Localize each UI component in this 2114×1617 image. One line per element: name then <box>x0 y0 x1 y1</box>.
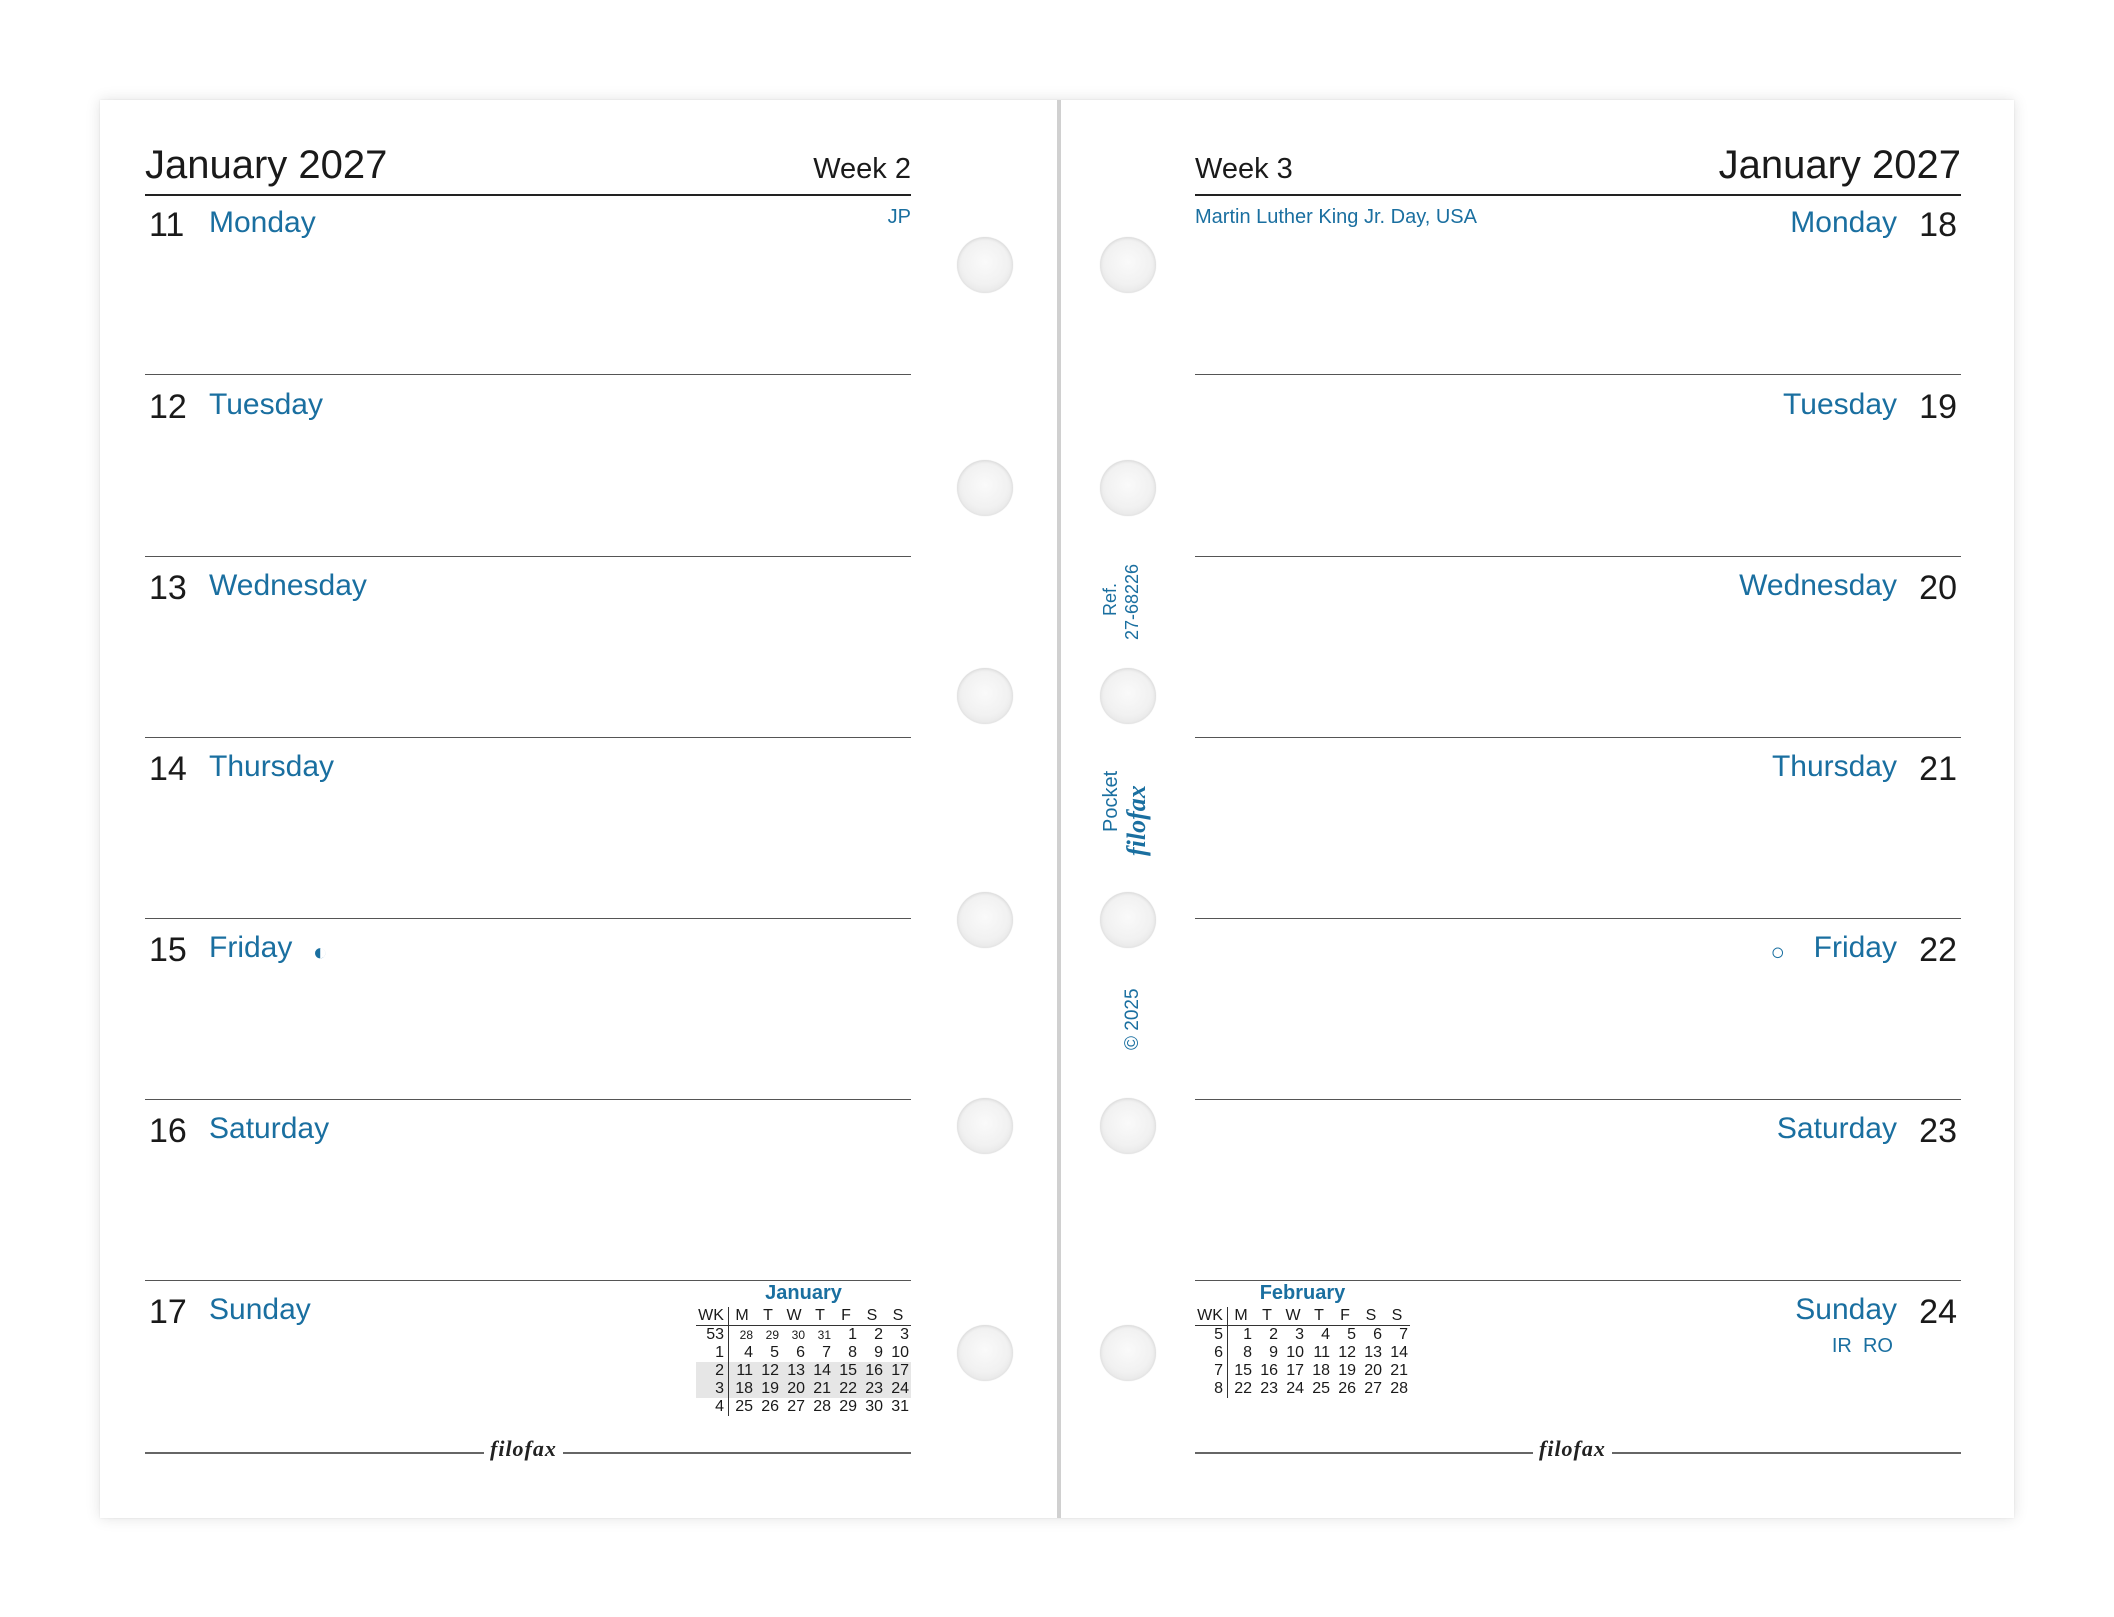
spine-size-label: Pocket <box>1100 770 1122 832</box>
mc-week-row <box>1195 1326 1410 1345</box>
day-row-tuesday[interactable] <box>1195 376 1961 557</box>
mc-header-cell: WK <box>1195 1307 1228 1326</box>
binder-hole-right-4 <box>1100 892 1156 948</box>
right-footer-brand-logo: filofax <box>1533 1436 1612 1462</box>
mc-day: 1 <box>848 1326 857 1343</box>
mc-week-row <box>1195 1380 1410 1398</box>
mc-header-cell: T <box>1306 1307 1332 1326</box>
mc-day: 10 <box>1286 1344 1304 1361</box>
mc-day: 2 <box>874 1326 883 1343</box>
day-number: 19 <box>1919 388 1957 426</box>
day-row-saturday[interactable] <box>1195 1100 1961 1281</box>
mc-day: 27 <box>787 1398 805 1415</box>
binder-hole-left-4 <box>957 892 1013 948</box>
left-page-header <box>145 100 911 196</box>
mc-day: 31 <box>817 1328 831 1342</box>
mc-day: 14 <box>1390 1344 1408 1361</box>
day-name: Sunday <box>1795 1293 1897 1326</box>
mc-day: 15 <box>833 1362 859 1380</box>
mc-day: 11 <box>1313 1344 1330 1361</box>
mc-day: 26 <box>1338 1380 1356 1397</box>
mc-header-cell: W <box>781 1307 807 1326</box>
mc-day: 28 <box>739 1328 753 1342</box>
day-row-wednesday[interactable] <box>1195 557 1961 738</box>
day-name: Wednesday <box>1739 569 1897 602</box>
mc-day: 14 <box>807 1362 833 1380</box>
mc-week-row-current <box>696 1362 911 1380</box>
mc-day: 6 <box>1373 1326 1382 1343</box>
mc-header-cell: M <box>729 1307 756 1326</box>
day-name: Friday <box>209 931 293 964</box>
mc-day: 31 <box>891 1398 909 1415</box>
day-number: 24 <box>1919 1293 1957 1331</box>
mc-day: 13 <box>781 1362 807 1380</box>
day-number: 17 <box>149 1293 187 1331</box>
mc-day: 24 <box>885 1380 911 1398</box>
mc-day: 26 <box>761 1398 779 1415</box>
binder-hole-right-2 <box>1100 460 1156 516</box>
day-row-friday[interactable] <box>1195 919 1961 1100</box>
mini-calendar-month: February <box>1259 1282 1346 1304</box>
mc-day: 15 <box>1234 1362 1252 1379</box>
spine-copyright: © 2025 <box>1122 988 1143 1050</box>
mc-day: 5 <box>770 1344 779 1361</box>
mc-day: 30 <box>791 1328 805 1342</box>
mc-day: 20 <box>781 1380 807 1398</box>
left-month-title: January 2027 <box>145 143 388 187</box>
mc-day: 17 <box>885 1362 911 1380</box>
mc-header-cell: W <box>1280 1307 1306 1326</box>
day-number: 18 <box>1919 206 1957 244</box>
mc-week-number: 8 <box>1195 1380 1228 1398</box>
mc-day: 6 <box>796 1344 805 1361</box>
mc-day: 21 <box>1390 1362 1408 1379</box>
mc-day: 29 <box>765 1328 779 1342</box>
binder-hole-left-3 <box>957 668 1013 724</box>
binder-hole-right-5 <box>1100 1098 1156 1154</box>
day-row-tuesday[interactable] <box>145 376 911 557</box>
mc-day: 17 <box>1286 1362 1304 1379</box>
day-row-wednesday[interactable] <box>145 557 911 738</box>
mini-calendar-grid <box>696 1307 911 1416</box>
day-number: 20 <box>1919 569 1957 607</box>
holiday-note: IR RO <box>1831 1335 1893 1357</box>
mc-week-number: 5 <box>1195 1326 1228 1345</box>
day-name: Tuesday <box>1783 388 1897 421</box>
day-name: Thursday <box>1771 750 1897 783</box>
mc-day: 29 <box>839 1398 857 1415</box>
day-row-saturday[interactable] <box>145 1100 911 1281</box>
right-page <box>1195 100 1961 1518</box>
mc-day: 23 <box>1260 1380 1278 1397</box>
mc-week-row <box>696 1344 911 1362</box>
day-name: Monday <box>209 206 316 239</box>
mc-header-cell: T <box>755 1307 781 1326</box>
day-name: Tuesday <box>209 388 323 421</box>
day-name: Saturday <box>1776 1112 1897 1145</box>
mini-calendar-january <box>696 1282 911 1416</box>
mc-day: 3 <box>900 1326 909 1343</box>
mc-day: 25 <box>735 1398 753 1415</box>
mini-calendar-month: January <box>765 1282 842 1304</box>
mc-day: 9 <box>1269 1344 1278 1361</box>
right-page-header <box>1195 100 1961 196</box>
left-footer-brand-logo: filofax <box>484 1436 563 1462</box>
day-name: Monday <box>1790 206 1897 239</box>
right-month-title: January 2027 <box>1718 143 1961 187</box>
mc-header-cell: S <box>1358 1307 1384 1326</box>
mc-header-cell: S <box>885 1307 911 1326</box>
mc-week-row <box>696 1398 911 1416</box>
day-name: Friday <box>1813 931 1897 964</box>
mc-day: 22 <box>833 1380 859 1398</box>
binder-hole-right-1 <box>1100 237 1156 293</box>
mc-day: 28 <box>1390 1380 1408 1397</box>
mc-week-number: 53 <box>696 1326 729 1345</box>
mc-header-cell: S <box>1384 1307 1410 1326</box>
mc-day: 5 <box>1347 1326 1356 1343</box>
spine-ref-code: 27-68226 <box>1122 563 1142 640</box>
mc-day: 30 <box>865 1398 883 1415</box>
holiday-note: JP <box>887 206 911 228</box>
spine-brand-logo: filofax <box>1122 785 1151 856</box>
mc-day: 4 <box>1321 1326 1330 1343</box>
mc-header-cell: S <box>859 1307 885 1326</box>
mc-day: 8 <box>848 1344 857 1361</box>
mc-day: 3 <box>1295 1326 1304 1343</box>
moon-phase-first-quarter-icon: ◐ <box>313 939 328 966</box>
mc-day: 12 <box>1338 1344 1356 1361</box>
day-row-thursday[interactable] <box>145 738 911 919</box>
mini-calendar-february <box>1195 1282 1410 1398</box>
mc-header-cell: F <box>833 1307 859 1326</box>
binder-hole-left-6 <box>957 1325 1013 1381</box>
mc-header-cell: WK <box>696 1307 729 1326</box>
day-name: Wednesday <box>209 569 367 602</box>
binder-hole-right-3 <box>1100 668 1156 724</box>
mc-week-number: 7 <box>1195 1362 1228 1380</box>
mc-day: 16 <box>1260 1362 1278 1379</box>
day-name: Saturday <box>209 1112 330 1145</box>
day-number: 21 <box>1919 750 1957 788</box>
mc-day: 19 <box>755 1380 781 1398</box>
binder-hole-left-2 <box>957 460 1013 516</box>
day-number: 15 <box>149 931 187 969</box>
mc-day: 18 <box>729 1380 756 1398</box>
mini-calendar-grid <box>1195 1307 1410 1398</box>
mc-day: 23 <box>859 1380 885 1398</box>
mc-day: 1 <box>1243 1326 1252 1343</box>
mc-header-cell: T <box>1254 1307 1280 1326</box>
mc-day: 18 <box>1312 1362 1330 1379</box>
holiday-note: Martin Luther King Jr. Day, USA <box>1195 206 1477 228</box>
mc-day: 16 <box>859 1362 885 1380</box>
binder-hole-right-6 <box>1100 1325 1156 1381</box>
mc-day: 7 <box>1399 1326 1408 1343</box>
mc-week-number: 4 <box>696 1398 729 1416</box>
mc-week-row <box>696 1326 911 1345</box>
mc-header-cell: M <box>1228 1307 1255 1326</box>
mc-week-number: 2 <box>696 1362 729 1380</box>
day-number: 11 <box>149 206 185 244</box>
mc-week-number: 6 <box>1195 1344 1228 1362</box>
mc-week-row-current <box>696 1380 911 1398</box>
mc-day: 11 <box>729 1362 756 1380</box>
mc-day: 13 <box>1364 1344 1382 1361</box>
mc-header-cell: F <box>1332 1307 1358 1326</box>
mc-day: 10 <box>891 1344 909 1361</box>
left-week-label: Week 2 <box>813 153 911 185</box>
right-week-label: Week 3 <box>1195 153 1293 185</box>
left-page <box>145 100 911 1518</box>
mc-day: 8 <box>1243 1344 1252 1361</box>
mc-day: 4 <box>744 1344 753 1361</box>
mc-day: 2 <box>1269 1326 1278 1343</box>
binder-hole-left-1 <box>957 237 1013 293</box>
day-number: 23 <box>1919 1112 1957 1150</box>
day-number: 16 <box>149 1112 187 1150</box>
day-name: Thursday <box>209 750 335 783</box>
binder-hole-left-5 <box>957 1098 1013 1154</box>
mc-week-number: 1 <box>696 1344 729 1362</box>
mc-week-number: 3 <box>696 1380 729 1398</box>
mc-day: 19 <box>1338 1362 1356 1379</box>
mc-week-row <box>1195 1362 1410 1380</box>
mc-week-row <box>1195 1344 1410 1362</box>
day-row-friday[interactable] <box>145 919 911 1100</box>
mc-day: 22 <box>1234 1380 1252 1397</box>
mc-day: 9 <box>874 1344 883 1361</box>
day-row-thursday[interactable] <box>1195 738 1961 919</box>
page-gutter <box>1057 100 1061 1518</box>
mc-day: 7 <box>822 1344 831 1361</box>
day-row-monday[interactable] <box>145 194 911 375</box>
day-number: 12 <box>149 388 187 426</box>
day-number: 14 <box>149 750 187 788</box>
day-number: 22 <box>1919 931 1957 969</box>
mc-day: 27 <box>1364 1380 1382 1397</box>
mc-day: 24 <box>1286 1380 1304 1397</box>
day-row-monday[interactable] <box>1195 194 1961 375</box>
day-name: Sunday <box>209 1293 311 1326</box>
mc-day: 12 <box>755 1362 781 1380</box>
mc-day: 21 <box>807 1380 833 1398</box>
spine-ref-label: Ref. <box>1100 582 1120 616</box>
mc-day: 28 <box>813 1398 831 1415</box>
mc-day: 25 <box>1312 1380 1330 1397</box>
mc-header-cell: T <box>807 1307 833 1326</box>
mc-day: 20 <box>1364 1362 1382 1379</box>
moon-phase-full-moon-icon: ○ <box>1770 939 1785 966</box>
day-number: 13 <box>149 569 187 607</box>
